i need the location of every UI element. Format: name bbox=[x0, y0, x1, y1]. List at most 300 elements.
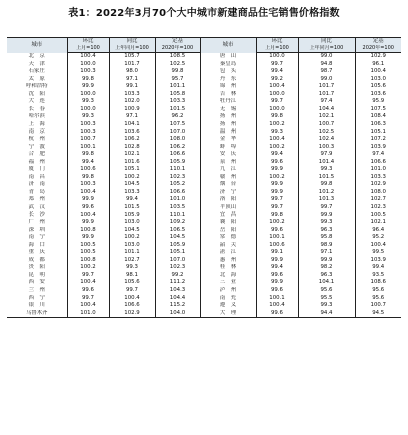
right-fixed-cell: 105.1 bbox=[355, 128, 401, 136]
right-fixed-cell: 99.4 bbox=[355, 264, 401, 272]
right-yoy-cell: 99.9 bbox=[298, 257, 355, 265]
right-city-cell: 锦 州 bbox=[200, 83, 256, 91]
right-yoy-cell: 94.8 bbox=[298, 61, 355, 69]
yoy-header-left: 同比 bbox=[109, 38, 155, 46]
mom-subheader-left: 上月=100 bbox=[67, 45, 109, 53]
right-mom-cell: 99.7 bbox=[256, 196, 298, 204]
city-header-right: 城市 bbox=[200, 38, 256, 53]
right-yoy-cell: 94.4 bbox=[298, 310, 355, 318]
left-yoy-cell: 101.5 bbox=[109, 204, 155, 212]
left-fixed-cell: 101.1 bbox=[155, 83, 200, 91]
right-fixed-cell: 103.9 bbox=[355, 144, 401, 152]
left-fixed-cell: 105.2 bbox=[155, 181, 200, 189]
left-yoy-cell: 100.9 bbox=[109, 106, 155, 114]
header-row-1 bbox=[7, 38, 401, 46]
left-mom-cell: 99.8 bbox=[67, 174, 109, 182]
right-city-cell: 温 州 bbox=[200, 128, 256, 136]
left-fixed-cell: 111.2 bbox=[155, 279, 200, 287]
right-city-cell: 无 锡 bbox=[200, 106, 256, 114]
table-row bbox=[7, 144, 401, 152]
right-fixed-cell: 103.3 bbox=[355, 174, 401, 182]
right-yoy-cell: 102.5 bbox=[298, 128, 355, 136]
yoy-header-right: 同比 bbox=[298, 38, 355, 46]
right-fixed-cell: 94.5 bbox=[355, 310, 401, 318]
right-city-cell: 丹 东 bbox=[200, 76, 256, 84]
left-mom-cell: 100.5 bbox=[67, 242, 109, 250]
left-yoy-cell: 99.4 bbox=[109, 196, 155, 204]
left-yoy-cell: 100.4 bbox=[109, 295, 155, 303]
left-city-cell: 深 圳 bbox=[28, 226, 45, 233]
left-yoy-cell: 102.0 bbox=[109, 98, 155, 106]
left-city-cell: 昆 明 bbox=[28, 271, 45, 278]
left-fixed-cell: 109.2 bbox=[155, 219, 200, 227]
table-row bbox=[7, 113, 401, 121]
left-fixed-cell: 102.3 bbox=[155, 264, 200, 272]
left-city-cell: 南 宁 bbox=[28, 234, 45, 241]
right-fixed-cell: 101.0 bbox=[355, 166, 401, 174]
right-mom-cell: 100.2 bbox=[256, 174, 298, 182]
right-city-cell: 烟 台 bbox=[200, 181, 256, 189]
right-city-cell: 襄 阳 bbox=[200, 219, 256, 227]
left-yoy-cell: 102.7 bbox=[109, 257, 155, 265]
right-city-cell: 韶 关 bbox=[200, 242, 256, 250]
right-mom-cell: 99.3 bbox=[256, 128, 298, 136]
right-fixed-cell: 108.6 bbox=[355, 279, 401, 287]
left-yoy-cell: 103.3 bbox=[109, 189, 155, 197]
table-row bbox=[7, 128, 401, 136]
right-fixed-cell: 103.6 bbox=[355, 91, 401, 99]
right-fixed-cell: 103.0 bbox=[355, 76, 401, 84]
table-row bbox=[7, 159, 401, 167]
left-city-cell: 乌鲁木齐 bbox=[25, 309, 48, 316]
table-row bbox=[7, 295, 401, 303]
left-mom-cell: 100.0 bbox=[67, 91, 109, 99]
right-fixed-cell: 95.6 bbox=[355, 295, 401, 303]
right-city-cell: 常 德 bbox=[200, 234, 256, 242]
right-yoy-cell: 99.7 bbox=[298, 204, 355, 212]
right-city-cell: 泉 州 bbox=[200, 159, 256, 167]
right-fixed-cell: 107.2 bbox=[355, 136, 401, 144]
right-yoy-cell: 104.1 bbox=[298, 279, 355, 287]
left-mom-cell: 100.0 bbox=[67, 106, 109, 114]
left-city-cell: 南 昌 bbox=[28, 173, 45, 180]
left-mom-cell: 100.7 bbox=[67, 136, 109, 144]
right-yoy-cell: 100.3 bbox=[298, 144, 355, 152]
right-yoy-cell: 99.0 bbox=[298, 76, 355, 84]
right-mom-cell: 100.0 bbox=[256, 106, 298, 114]
right-mom-cell: 99.6 bbox=[256, 287, 298, 295]
left-fixed-cell: 105.9 bbox=[155, 159, 200, 167]
table-row bbox=[7, 106, 401, 114]
right-fixed-cell: 96.1 bbox=[355, 61, 401, 69]
right-fixed-cell: 102.1 bbox=[355, 219, 401, 227]
right-city-cell: 南 充 bbox=[200, 295, 256, 303]
right-fixed-cell: 93.5 bbox=[355, 272, 401, 280]
left-yoy-cell: 105.7 bbox=[109, 53, 155, 61]
left-fixed-cell: 95.7 bbox=[155, 76, 200, 84]
right-mom-cell: 99.6 bbox=[256, 159, 298, 167]
left-city-cell: 杭 州 bbox=[28, 136, 45, 143]
table-row bbox=[7, 166, 401, 174]
table-row bbox=[7, 189, 401, 197]
left-mom-cell: 99.9 bbox=[67, 234, 109, 242]
left-yoy-cell: 102.8 bbox=[109, 144, 155, 152]
left-fixed-cell: 107.0 bbox=[155, 257, 200, 265]
table-row bbox=[7, 151, 401, 159]
left-mom-cell: 100.3 bbox=[67, 68, 109, 76]
left-yoy-cell: 99.7 bbox=[109, 287, 155, 295]
table-row bbox=[7, 83, 401, 91]
right-mom-cell: 100.4 bbox=[256, 136, 298, 144]
right-yoy-cell: 99.0 bbox=[298, 53, 355, 61]
table-row bbox=[7, 136, 401, 144]
right-city-cell: 惠 州 bbox=[200, 257, 256, 265]
right-yoy-cell: 96.3 bbox=[298, 227, 355, 235]
right-yoy-cell: 99.9 bbox=[298, 211, 355, 219]
right-fixed-cell: 103.9 bbox=[355, 257, 401, 265]
right-fixed-cell: 102.7 bbox=[355, 196, 401, 204]
right-mom-cell: 100.0 bbox=[256, 91, 298, 99]
left-mom-cell: 99.9 bbox=[67, 219, 109, 227]
left-mom-cell: 100.3 bbox=[67, 181, 109, 189]
right-city-cell: 泸 州 bbox=[200, 287, 256, 295]
right-yoy-cell: 101.7 bbox=[298, 91, 355, 99]
right-mom-cell: 100.4 bbox=[256, 302, 298, 310]
table-row bbox=[7, 174, 401, 182]
left-city-cell: 重 庆 bbox=[28, 249, 45, 256]
right-mom-cell: 99.9 bbox=[256, 279, 298, 287]
city-header-left: 城市 bbox=[7, 38, 67, 53]
left-city-cell: 天 津 bbox=[28, 60, 45, 67]
left-fixed-cell: 107.0 bbox=[155, 128, 200, 136]
right-city-cell: 牡丹江 bbox=[200, 98, 256, 106]
right-fixed-cell: 100.4 bbox=[355, 68, 401, 76]
table-row bbox=[7, 234, 401, 242]
right-city-cell: 安 庆 bbox=[200, 151, 256, 159]
left-city-cell: 长 春 bbox=[28, 105, 45, 112]
right-yoy-cell: 99.3 bbox=[298, 219, 355, 227]
left-city-cell: 兰 州 bbox=[28, 287, 45, 294]
right-mom-cell: 100.6 bbox=[256, 242, 298, 250]
right-city-cell: 平顶山 bbox=[200, 204, 256, 212]
left-mom-cell: 100.1 bbox=[67, 144, 109, 152]
right-yoy-cell: 101.7 bbox=[298, 83, 355, 91]
left-fixed-cell: 106.2 bbox=[155, 144, 200, 152]
left-yoy-cell: 106.6 bbox=[109, 302, 155, 310]
left-yoy-cell: 98.0 bbox=[109, 68, 155, 76]
right-city-cell: 赣 州 bbox=[200, 174, 256, 182]
right-fixed-cell: 95.6 bbox=[355, 287, 401, 295]
left-city-cell: 大 连 bbox=[28, 98, 45, 105]
left-yoy-cell: 106.2 bbox=[109, 136, 155, 144]
right-mom-cell: 99.6 bbox=[256, 272, 298, 280]
right-fixed-cell: 97.4 bbox=[355, 151, 401, 159]
left-mom-cell: 99.8 bbox=[67, 151, 109, 159]
table-row bbox=[7, 68, 401, 76]
left-city-cell: 西 宁 bbox=[28, 294, 45, 301]
left-yoy-cell: 105.6 bbox=[109, 279, 155, 287]
left-fixed-cell: 101.5 bbox=[155, 106, 200, 114]
left-mom-cell: 100.4 bbox=[67, 302, 109, 310]
left-city-cell: 成 都 bbox=[28, 256, 45, 263]
left-fixed-cell: 107.5 bbox=[155, 121, 200, 129]
left-fixed-cell: 106.5 bbox=[155, 227, 200, 235]
right-yoy-cell: 95.5 bbox=[298, 295, 355, 303]
table-title: 表1：2022年3月70个大中城市新建商品住宅销售价格指数 bbox=[68, 8, 340, 19]
left-mom-cell: 99.9 bbox=[67, 196, 109, 204]
left-mom-cell: 100.4 bbox=[67, 53, 109, 61]
right-fixed-cell: 106.6 bbox=[355, 159, 401, 167]
right-city-cell: 大 理 bbox=[200, 310, 256, 318]
left-fixed-cell: 96.2 bbox=[155, 113, 200, 121]
mom-header-left: 环比 bbox=[67, 38, 109, 46]
yoy-subheader-right: 上年同月=100 bbox=[298, 45, 355, 53]
right-mom-cell: 99.8 bbox=[256, 211, 298, 219]
right-fixed-cell: 99.5 bbox=[355, 249, 401, 257]
mom-header-right: 环比 bbox=[256, 38, 298, 46]
right-yoy-cell: 98.2 bbox=[298, 264, 355, 272]
right-fixed-cell: 95.9 bbox=[355, 98, 401, 106]
left-fixed-cell: 102.5 bbox=[155, 61, 200, 69]
right-fixed-cell: 105.6 bbox=[355, 83, 401, 91]
left-mom-cell: 100.8 bbox=[67, 257, 109, 265]
left-fixed-cell: 99.8 bbox=[155, 68, 200, 76]
right-city-cell: 唐 山 bbox=[200, 53, 256, 61]
right-yoy-cell: 100.7 bbox=[298, 121, 355, 129]
left-fixed-cell: 110.1 bbox=[155, 166, 200, 174]
right-yoy-cell: 95.6 bbox=[298, 287, 355, 295]
left-mom-cell: 101.0 bbox=[67, 310, 109, 318]
table-row bbox=[7, 287, 401, 295]
left-fixed-cell: 101.0 bbox=[155, 196, 200, 204]
right-yoy-cell: 99.3 bbox=[298, 302, 355, 310]
right-city-cell: 包 头 bbox=[200, 68, 256, 76]
right-yoy-cell: 96.3 bbox=[298, 272, 355, 280]
right-city-cell: 遵 义 bbox=[200, 302, 256, 310]
left-fixed-cell: 105.9 bbox=[155, 242, 200, 250]
left-mom-cell: 100.4 bbox=[67, 279, 109, 287]
left-city-cell: 厦 门 bbox=[28, 166, 45, 173]
left-yoy-cell: 101.7 bbox=[109, 61, 155, 69]
left-city-cell: 海 口 bbox=[28, 241, 45, 248]
table-row bbox=[7, 204, 401, 212]
right-mom-cell: 99.9 bbox=[256, 181, 298, 189]
mom-subheader-right: 上月=100 bbox=[256, 45, 298, 53]
table-body bbox=[7, 53, 401, 318]
right-city-cell: 吉 林 bbox=[200, 91, 256, 99]
right-fixed-cell: 102.3 bbox=[355, 204, 401, 212]
left-mom-cell: 99.6 bbox=[67, 287, 109, 295]
left-fixed-cell: 108.0 bbox=[155, 136, 200, 144]
right-yoy-cell: 99.8 bbox=[298, 181, 355, 189]
right-yoy-cell: 98.7 bbox=[298, 68, 355, 76]
right-city-cell: 桂 林 bbox=[200, 264, 256, 272]
left-yoy-cell: 101.1 bbox=[109, 249, 155, 257]
left-city-cell: 呼和浩特 bbox=[25, 83, 48, 90]
right-yoy-cell: 97.4 bbox=[298, 98, 355, 106]
right-mom-cell: 99.8 bbox=[256, 113, 298, 121]
right-yoy-cell: 101.4 bbox=[298, 159, 355, 167]
left-city-cell: 银 川 bbox=[28, 302, 45, 309]
right-fixed-cell: 100.7 bbox=[355, 302, 401, 310]
right-fixed-cell: 106.3 bbox=[355, 121, 401, 129]
right-mom-cell: 99.4 bbox=[256, 264, 298, 272]
right-mom-cell: 99.2 bbox=[256, 76, 298, 84]
left-fixed-cell: 105.1 bbox=[155, 249, 200, 257]
right-yoy-cell: 101.5 bbox=[298, 174, 355, 182]
left-yoy-cell: 97.1 bbox=[109, 113, 155, 121]
table-row bbox=[7, 310, 401, 318]
table-row bbox=[7, 98, 401, 106]
right-city-cell: 九 江 bbox=[200, 166, 256, 174]
left-fixed-cell: 104.5 bbox=[155, 234, 200, 242]
left-city-cell: 青 岛 bbox=[28, 188, 45, 195]
table-row bbox=[7, 242, 401, 250]
left-mom-cell: 100.0 bbox=[67, 61, 109, 69]
left-city-cell: 北 京 bbox=[28, 52, 45, 59]
left-city-cell: 济 南 bbox=[28, 181, 45, 188]
left-fixed-cell: 108.5 bbox=[155, 53, 200, 61]
left-city-cell: 沈 阳 bbox=[28, 90, 45, 97]
right-city-cell: 宜 昌 bbox=[200, 211, 256, 219]
table-row bbox=[7, 227, 401, 235]
table-row bbox=[7, 272, 401, 280]
left-mom-cell: 100.3 bbox=[67, 128, 109, 136]
table-row bbox=[7, 91, 401, 99]
table-row bbox=[7, 181, 401, 189]
right-fixed-cell: 107.5 bbox=[355, 106, 401, 114]
right-mom-cell: 100.4 bbox=[256, 83, 298, 91]
right-fixed-cell: 102.9 bbox=[355, 53, 401, 61]
right-yoy-cell: 101.2 bbox=[298, 189, 355, 197]
right-city-cell: 蚌 埠 bbox=[200, 144, 256, 152]
left-yoy-cell: 103.3 bbox=[109, 91, 155, 99]
right-yoy-cell: 102.4 bbox=[298, 136, 355, 144]
right-mom-cell: 100.0 bbox=[256, 53, 298, 61]
right-fixed-cell: 96.4 bbox=[355, 227, 401, 235]
left-fixed-cell: 99.2 bbox=[155, 272, 200, 280]
left-city-cell: 福 州 bbox=[28, 158, 45, 165]
left-mom-cell: 99.3 bbox=[67, 98, 109, 106]
left-mom-cell: 100.6 bbox=[67, 166, 109, 174]
yoy-subheader-left: 上年同月=100 bbox=[109, 45, 155, 53]
right-mom-cell: 99.7 bbox=[256, 204, 298, 212]
left-yoy-cell: 104.5 bbox=[109, 181, 155, 189]
left-fixed-cell: 102.3 bbox=[155, 174, 200, 182]
fixed-header-right: 定基 bbox=[355, 38, 401, 46]
left-yoy-cell: 100.2 bbox=[109, 234, 155, 242]
left-fixed-cell: 106.6 bbox=[155, 151, 200, 159]
left-mom-cell: 99.3 bbox=[67, 113, 109, 121]
left-fixed-cell: 106.6 bbox=[155, 189, 200, 197]
right-yoy-cell: 102.1 bbox=[298, 113, 355, 121]
table-row bbox=[7, 219, 401, 227]
right-yoy-cell: 99.3 bbox=[298, 166, 355, 174]
right-mom-cell: 100.2 bbox=[256, 219, 298, 227]
right-city-cell: 北 海 bbox=[200, 272, 256, 280]
left-city-cell: 合 肥 bbox=[28, 151, 45, 158]
right-yoy-cell: 104.4 bbox=[298, 106, 355, 114]
right-mom-cell: 99.4 bbox=[256, 151, 298, 159]
right-mom-cell: 99.9 bbox=[256, 189, 298, 197]
left-fixed-cell: 103.3 bbox=[155, 98, 200, 106]
table-row bbox=[7, 264, 401, 272]
right-city-cell: 秦皇岛 bbox=[200, 61, 256, 69]
price-index-table bbox=[7, 37, 401, 318]
right-city-cell: 岳 阳 bbox=[200, 227, 256, 235]
left-mom-cell: 100.4 bbox=[67, 211, 109, 219]
fixed-header-left: 定基 bbox=[155, 38, 200, 46]
right-mom-cell: 100.1 bbox=[256, 295, 298, 303]
left-yoy-cell: 99.1 bbox=[109, 83, 155, 91]
left-yoy-cell: 100.2 bbox=[109, 174, 155, 182]
left-yoy-cell: 103.6 bbox=[109, 128, 155, 136]
left-yoy-cell: 104.5 bbox=[109, 227, 155, 235]
left-yoy-cell: 102.1 bbox=[109, 151, 155, 159]
fixed-subheader-right: 2020年=100 bbox=[355, 45, 401, 53]
right-fixed-cell: 108.0 bbox=[355, 189, 401, 197]
table-row bbox=[7, 302, 401, 310]
right-city-cell: 湛 江 bbox=[200, 249, 256, 257]
left-fixed-cell: 115.2 bbox=[155, 302, 200, 310]
right-city-cell: 三 亚 bbox=[200, 279, 256, 287]
left-yoy-cell: 102.9 bbox=[109, 310, 155, 318]
left-yoy-cell: 103.0 bbox=[109, 219, 155, 227]
right-yoy-cell: 101.3 bbox=[298, 196, 355, 204]
right-mom-cell: 99.4 bbox=[256, 68, 298, 76]
table-row bbox=[7, 53, 401, 61]
left-mom-cell: 99.7 bbox=[67, 295, 109, 303]
left-city-cell: 郑 州 bbox=[28, 196, 45, 203]
left-yoy-cell: 101.6 bbox=[109, 159, 155, 167]
right-mom-cell: 99.7 bbox=[256, 61, 298, 69]
left-mom-cell: 99.7 bbox=[67, 272, 109, 280]
table-row bbox=[7, 76, 401, 84]
right-fixed-cell: 100.4 bbox=[355, 242, 401, 250]
left-yoy-cell: 105.9 bbox=[109, 211, 155, 219]
right-city-cell: 洛 阳 bbox=[200, 196, 256, 204]
table-row bbox=[7, 61, 401, 69]
left-city-cell: 西 安 bbox=[28, 279, 45, 286]
left-city-cell: 宁 波 bbox=[28, 143, 45, 150]
left-city-cell: 太 原 bbox=[28, 75, 45, 82]
left-fixed-cell: 105.8 bbox=[155, 91, 200, 99]
left-mom-cell: 99.4 bbox=[67, 159, 109, 167]
right-city-cell: 金 华 bbox=[200, 136, 256, 144]
left-mom-cell: 100.2 bbox=[67, 264, 109, 272]
left-city-cell: 哈尔滨 bbox=[28, 113, 45, 120]
table-row bbox=[7, 257, 401, 265]
left-fixed-cell: 110.1 bbox=[155, 211, 200, 219]
left-mom-cell: 100.5 bbox=[67, 249, 109, 257]
table-row bbox=[7, 121, 401, 129]
left-city-cell: 贵 阳 bbox=[28, 264, 45, 271]
left-mom-cell: 99.6 bbox=[67, 204, 109, 212]
right-mom-cell: 99.9 bbox=[256, 257, 298, 265]
left-mom-cell: 99.9 bbox=[67, 83, 109, 91]
left-mom-cell: 100.8 bbox=[67, 227, 109, 235]
right-city-cell: 扬 州 bbox=[200, 113, 256, 121]
left-mom-cell: 99.8 bbox=[67, 76, 109, 84]
left-yoy-cell: 98.1 bbox=[109, 272, 155, 280]
left-city-cell: 南 京 bbox=[28, 128, 45, 135]
right-mom-cell: 99.9 bbox=[256, 166, 298, 174]
left-yoy-cell: 103.0 bbox=[109, 242, 155, 250]
left-city-cell: 长 沙 bbox=[28, 211, 45, 218]
table-row bbox=[7, 249, 401, 257]
table-row bbox=[7, 196, 401, 204]
left-yoy-cell: 97.1 bbox=[109, 76, 155, 84]
